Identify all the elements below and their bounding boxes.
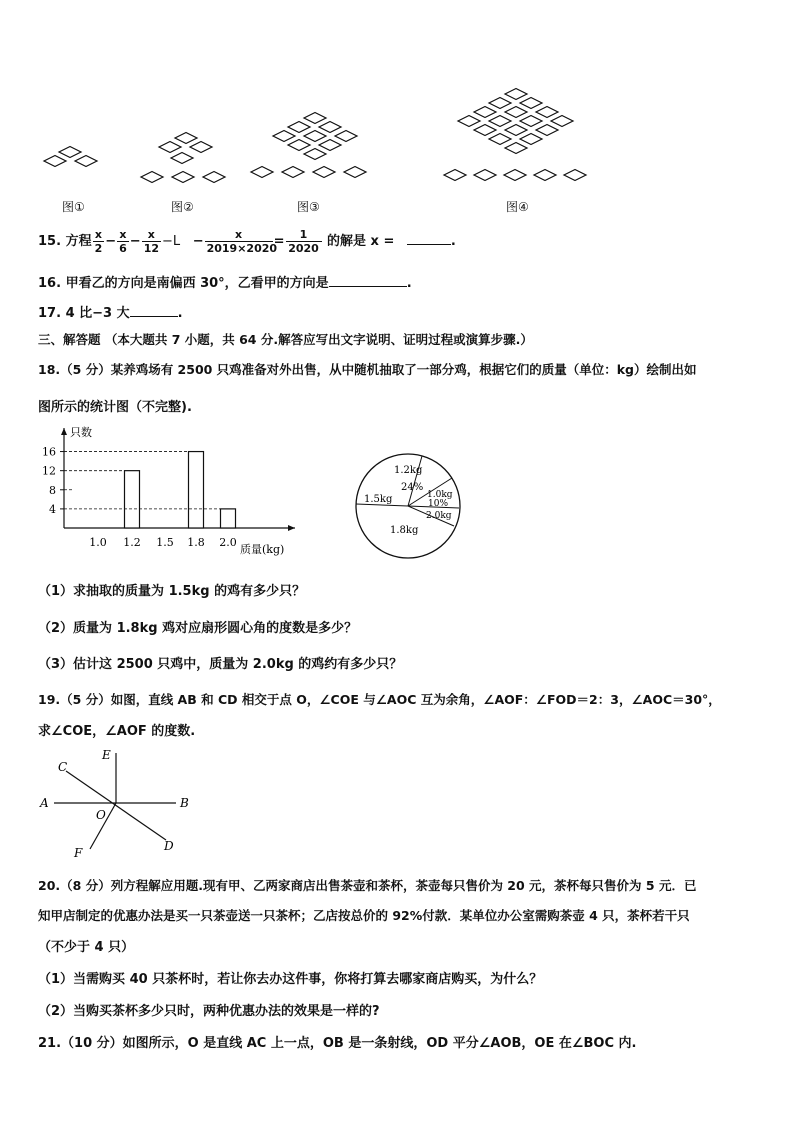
diamond-shape xyxy=(505,143,527,154)
label-f: F xyxy=(74,846,83,860)
diamond-shape xyxy=(319,122,341,133)
question-20-line-3: （不少于 4 只） xyxy=(38,940,135,955)
q15-minus: − xyxy=(129,234,141,249)
section-3-heading: 三、解答题 （本大题共 7 小题，共 64 分.解答应写出文字说明、证明过程或演算步骤.） xyxy=(38,332,533,347)
diamond-shape xyxy=(251,167,273,178)
y-axis-label: 只数 xyxy=(70,426,92,439)
diamond-shape xyxy=(171,153,193,164)
diamond-shape xyxy=(344,167,366,178)
q15-frac-1: $\frac{x}{2}$ xyxy=(94,228,103,255)
diamond-shape xyxy=(564,170,586,181)
question-16: 16. 甲看乙的方向是南偏西 30°，乙看甲的方向是 . xyxy=(38,276,412,291)
diamond-shape xyxy=(282,167,304,178)
pie-label-1-2kg: 1.2kg xyxy=(394,465,423,476)
q15-ellipsis: −L xyxy=(162,234,181,249)
diamond-shape xyxy=(489,116,511,127)
diamond-shape xyxy=(444,170,466,181)
bar-chart xyxy=(40,420,310,560)
diamond-shape xyxy=(141,172,163,183)
x-tick-label: 1.0 xyxy=(89,536,107,549)
y-tick-label: 16 xyxy=(42,445,56,459)
diamond-shape xyxy=(536,107,558,118)
diamond-shape xyxy=(304,113,326,124)
q15-frac-5: $\frac{1}{2020}$ xyxy=(286,228,322,255)
question-18-sub-3: （3）估计这 2500 只鸡中，质量为 2.0kg 的鸡约有多少只？ xyxy=(38,657,403,672)
label-o: O xyxy=(96,808,106,822)
q15-frac-4: $\frac{x}{2019\times 2020}$ xyxy=(206,228,278,255)
diamond-shape xyxy=(335,131,357,142)
bar xyxy=(189,452,204,528)
x-tick-label: 1.5 xyxy=(156,536,174,549)
label-b: B xyxy=(180,796,189,810)
x-tick-label: 2.0 xyxy=(219,536,237,549)
y-tick-label: 12 xyxy=(42,464,56,478)
diamond-shape xyxy=(203,172,225,183)
diamond-shape xyxy=(536,125,558,136)
question-18-sub-2: （2）质量为 1.8kg 鸡对应扇形圆心角的度数是多少？ xyxy=(38,621,358,636)
diamond-shape xyxy=(520,134,542,145)
question-20-sub-2: （2）当购买茶杯多少只时，两种优惠办法的效果是一样的? xyxy=(38,1004,380,1019)
q15-number: 15. xyxy=(38,234,62,249)
x-tick-label: 1.8 xyxy=(187,536,205,549)
x-axis-label: 质量(kg) xyxy=(240,543,285,556)
question-20-sub-1: （1）当需购买 40 只茶杯时，若让你去办这件事，你将打算去哪家商店购买，为什么？ xyxy=(38,972,543,987)
diamond-shape xyxy=(313,167,335,178)
pie-label-1-5kg: 1.5kg xyxy=(364,494,393,505)
diamond-shape xyxy=(175,133,197,144)
figure-1-caption: 图① xyxy=(62,200,85,214)
diamond-shape xyxy=(304,131,326,142)
diamond-shape xyxy=(474,107,496,118)
label-a: A xyxy=(40,796,49,810)
y-tick-label: 8 xyxy=(49,483,56,497)
label-e: E xyxy=(102,748,111,762)
diamond-shape xyxy=(172,172,194,183)
question-21: 21.（10 分）如图所示，O 是直线 AC 上一点，OB 是一条射线，OD 平分∠AOB，OE 在∠BOC 内. xyxy=(38,1036,637,1051)
q15-equals: = xyxy=(273,234,285,249)
diamond-shape xyxy=(159,142,181,153)
question-18-line-1: 18.（5 分）某养鸡场有 2500 只鸡准备对外出售，从中随机抽取了一部分鸡，根据它们的质量（单位：kg）绘制出如 xyxy=(38,362,697,377)
q15-answer-blank[interactable] xyxy=(407,232,451,245)
question-19-line-2: 求∠COE，∠AOF 的度数. xyxy=(38,724,196,739)
figure-3-caption: 图③ xyxy=(297,200,320,214)
y-tick-label: 4 xyxy=(49,502,56,516)
q15-minus: − xyxy=(105,234,117,249)
diamond-shape xyxy=(489,98,511,109)
label-c: C xyxy=(58,760,68,774)
q16-answer-blank[interactable] xyxy=(329,274,407,287)
diamond-shape xyxy=(304,149,326,160)
question-15: 15. 方程 $\frac{x}{2}$ − $\frac{x}{6}$ − $\frac{x}{12}$ −L − $\frac{x}{2019\times 2020}$ = $\frac{1}{2020}$ 的解是 x = . xyxy=(38,228,456,255)
figure-4-caption: 图④ xyxy=(506,200,529,214)
q15-lead: 方程 xyxy=(65,234,92,249)
question-17: 17. 4 比−3 大 . xyxy=(38,306,183,321)
diamond-shape xyxy=(505,107,527,118)
x-tick-label: 1.2 xyxy=(123,536,141,549)
diamond-shape xyxy=(59,147,81,158)
diamond-pattern-figures xyxy=(0,80,794,200)
diamond-shape xyxy=(520,98,542,109)
q15-frac-3: $\frac{x}{12}$ xyxy=(143,228,160,255)
x-axis-arrow xyxy=(288,525,295,531)
diamond-shape xyxy=(520,116,542,127)
pie-label-1-8kg: 1.8kg xyxy=(390,525,419,536)
diamond-shape xyxy=(474,125,496,136)
q15-minus: − xyxy=(192,234,204,249)
diamond-shape xyxy=(75,156,97,167)
diamond-shape xyxy=(288,140,310,151)
diamond-shape xyxy=(505,89,527,100)
diamond-shape xyxy=(489,134,511,145)
pie-label-2-0kg: 2.0kg xyxy=(426,511,452,521)
diamond-shape xyxy=(190,142,212,153)
diamond-shape xyxy=(551,116,573,127)
diamond-shape xyxy=(319,140,341,151)
pie-chart xyxy=(350,448,470,566)
bar xyxy=(125,471,140,528)
y-axis-arrow xyxy=(61,428,67,435)
question-19-line-1: 19.（5 分）如图，直线 AB 和 CD 相交于点 O，∠COE 与∠AOC 互为余角，∠AOF：∠FOD＝2：3，∠AOC＝30°， xyxy=(38,692,721,707)
question-18-line-2: 图所示的统计图（不完整). xyxy=(38,400,192,415)
angle-figure xyxy=(36,745,206,865)
label-d: D xyxy=(164,839,174,853)
question-20-line-1: 20.（8 分）列方程解应用题.现有甲、乙两家商店出售茶壶和茶杯，茶壶每只售价为 20 元，茶杯每只售价为 5 元．已 xyxy=(38,878,697,893)
q15-frac-2: $\frac{x}{6}$ xyxy=(119,228,127,255)
diamond-shape xyxy=(288,122,310,133)
pie-label-10pct: 10% xyxy=(428,499,449,509)
figure-2-caption: 图② xyxy=(171,200,194,214)
question-20-line-2: 知甲店制定的优惠办法是买一只茶壶送一只茶杯；乙店按总价的 92%付款．某单位办公室需购茶壶 4 只，茶杯若干只 xyxy=(38,908,690,923)
q17-answer-blank[interactable] xyxy=(130,304,178,317)
bar xyxy=(221,509,236,528)
diamond-shape xyxy=(474,170,496,181)
diamond-shape xyxy=(504,170,526,181)
q15-tail: 的解是 x = xyxy=(327,234,395,249)
pie-label-24pct: 24% xyxy=(401,482,424,493)
pie-label-1-0kg: 1.0kg xyxy=(427,490,453,500)
diamond-shape xyxy=(273,131,295,142)
diamond-shape xyxy=(44,156,66,167)
diamond-shape xyxy=(505,125,527,136)
question-18-sub-1: （1）求抽取的质量为 1.5kg 的鸡有多少只？ xyxy=(38,584,306,599)
diamond-shape xyxy=(458,116,480,127)
diamond-shape xyxy=(534,170,556,181)
